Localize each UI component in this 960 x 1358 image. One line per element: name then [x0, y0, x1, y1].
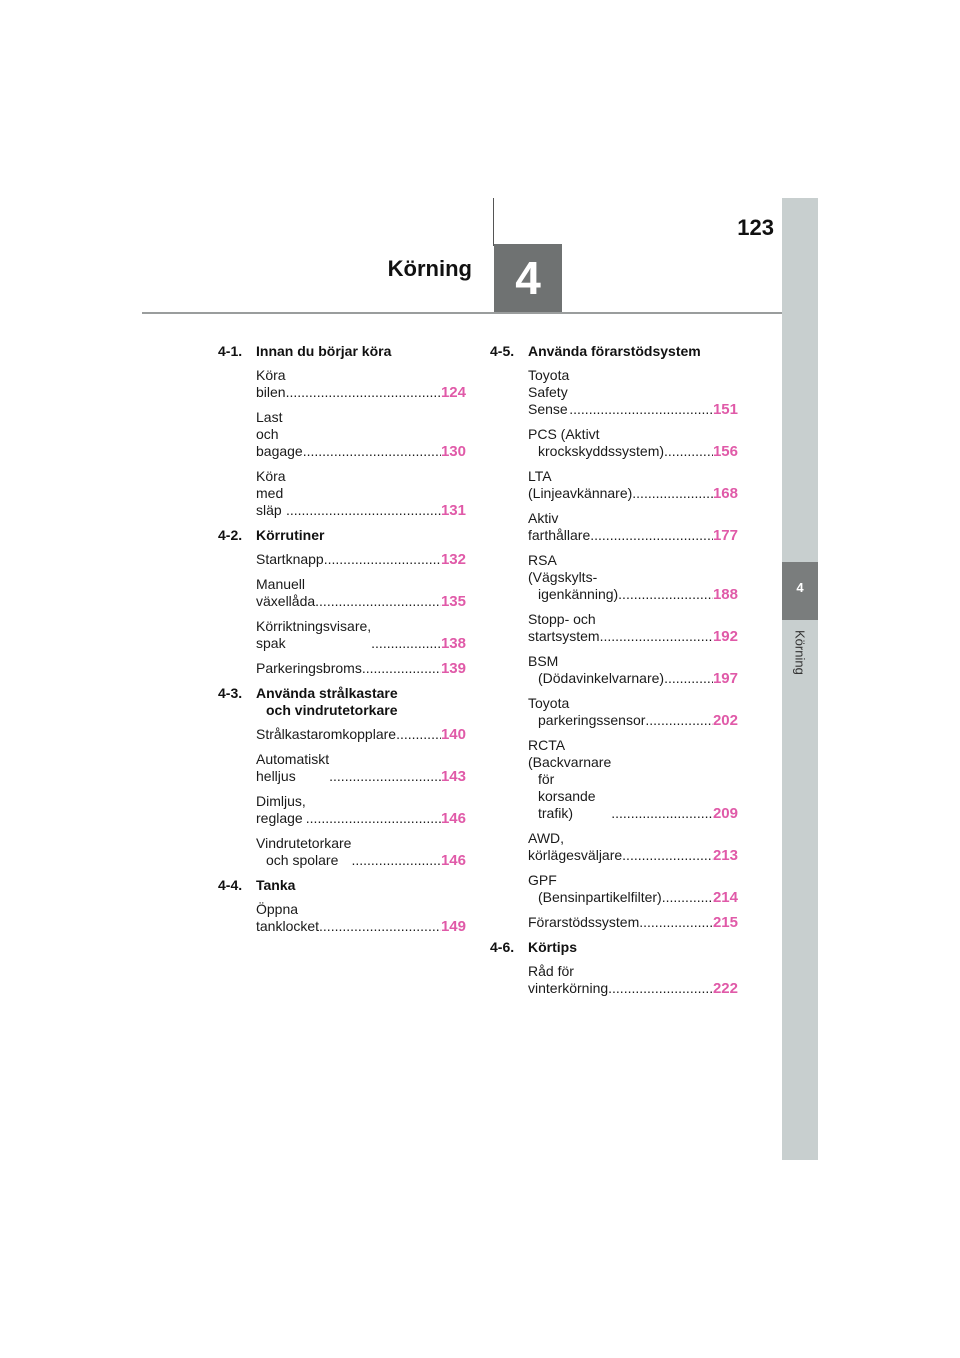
- dot-leader: [329, 768, 441, 785]
- toc-entry-text: Körriktningsvisare, spak: [256, 618, 372, 651]
- page-link[interactable]: 202: [712, 712, 738, 729]
- toc-entry-title: [256, 901, 319, 935]
- dot-leader: [590, 527, 713, 544]
- dot-leader: [618, 586, 713, 603]
- toc-entry-text: Parkeringsbroms: [256, 660, 362, 676]
- section-title: [528, 939, 738, 956]
- toc-entry-text: Toyota Safety Sense: [528, 367, 570, 417]
- dot-leader: [632, 485, 713, 502]
- toc-entry-text: BSM: [528, 653, 559, 669]
- page-link[interactable]: 214: [712, 889, 738, 906]
- page-link[interactable]: 215: [712, 914, 738, 931]
- side-tab-label: Körning: [792, 630, 808, 675]
- dot-leader: [371, 635, 441, 652]
- page-link[interactable]: 146: [440, 852, 466, 869]
- section-title-text: Använda strålkastare: [256, 685, 398, 701]
- page-link[interactable]: 132: [440, 551, 466, 568]
- section-title-text: Använda förarstödsystem: [528, 343, 701, 359]
- section-number: 4-6.: [490, 939, 515, 955]
- toc-entry[interactable]: [256, 551, 466, 568]
- toc-entry[interactable]: [528, 468, 738, 502]
- toc-entry-text: GPF: [528, 872, 557, 888]
- page-link[interactable]: 177: [712, 527, 738, 544]
- dot-leader: [645, 712, 713, 729]
- section-title-text: Innan du börjar köra: [256, 343, 392, 359]
- toc-section-heading: [490, 343, 738, 360]
- page-link[interactable]: 139: [440, 660, 466, 677]
- toc-entry[interactable]: [528, 426, 738, 460]
- section-number: 4-2.: [218, 527, 243, 543]
- chapter-number-box: 4: [494, 244, 562, 312]
- toc-entry-text-continuation: för korsande trafik): [538, 771, 596, 821]
- page-number: 123: [737, 215, 774, 240]
- toc-entry-text: Manuell växellåda: [256, 576, 316, 609]
- toc-entry[interactable]: [256, 367, 466, 401]
- toc-entry-title: [528, 510, 590, 544]
- page-link[interactable]: 130: [440, 443, 466, 460]
- toc-entry-text: Toyota: [528, 695, 570, 711]
- toc-entry-title: [256, 751, 329, 785]
- toc-entry-text: PCS (Aktivt: [528, 426, 600, 442]
- dot-leader: [622, 847, 713, 864]
- toc-entry[interactable]: [256, 660, 466, 677]
- toc-section-heading: [218, 685, 466, 719]
- toc-entry[interactable]: [528, 510, 738, 544]
- toc-entry-text: Aktiv farthållare: [528, 510, 591, 543]
- toc-entry-title: [256, 660, 362, 677]
- page-link[interactable]: 192: [712, 628, 738, 645]
- section-number: 4-1.: [218, 343, 243, 359]
- page-link[interactable]: 124: [440, 384, 466, 401]
- side-tab-chapter-number: 4: [796, 580, 804, 595]
- toc-entry-title: [256, 468, 286, 519]
- header-divider-vertical: [493, 198, 494, 246]
- toc-entry-title: [256, 618, 371, 652]
- toc-entry-text: Last och bagage: [256, 409, 303, 459]
- page-link[interactable]: 143: [440, 768, 466, 785]
- toc-entry[interactable]: [528, 737, 738, 822]
- dot-leader: [664, 443, 713, 460]
- dot-leader: [315, 593, 441, 610]
- toc-entry-title: [256, 726, 396, 743]
- toc-entry-text: Öppna tanklocket: [256, 901, 320, 934]
- toc-entry[interactable]: [256, 468, 466, 519]
- toc-entry-text: RSA (Vägskylts-: [528, 552, 598, 585]
- toc-entry[interactable]: [528, 914, 738, 931]
- toc-entry-title: [528, 611, 600, 645]
- chapter-title: Körning: [387, 256, 472, 281]
- page-link[interactable]: 188: [712, 586, 738, 603]
- toc-section-heading: [218, 343, 466, 360]
- dot-leader: [319, 918, 441, 935]
- dot-leader: [639, 914, 713, 931]
- page-link[interactable]: 156: [712, 443, 738, 460]
- toc-entry[interactable]: [528, 552, 738, 603]
- toc-entry-text: Stopp- och startsystem: [528, 611, 600, 644]
- dot-leader: [569, 401, 713, 418]
- toc-entry-text: Råd för vinterkörning: [528, 963, 609, 996]
- toc-entry-title: [256, 409, 303, 460]
- toc-entry-title: [528, 552, 618, 603]
- toc-entry-title: [528, 963, 608, 997]
- toc-entry[interactable]: [256, 901, 466, 935]
- toc-entry[interactable]: [256, 618, 466, 652]
- toc-entry-text: Strålkastaromkopplare: [256, 726, 397, 742]
- page-link[interactable]: 140: [440, 726, 466, 743]
- toc-entry-text: Automatiskt helljus: [256, 751, 330, 784]
- section-title: [528, 343, 738, 360]
- toc-entry[interactable]: [256, 835, 466, 869]
- toc-entry[interactable]: [528, 611, 738, 645]
- section-title-continuation: och vindrutetorkare: [266, 702, 398, 718]
- dot-leader: [351, 852, 441, 869]
- toc-entry[interactable]: [256, 409, 466, 460]
- section-title-text: Körtips: [528, 939, 577, 955]
- toc-entry[interactable]: [528, 695, 738, 729]
- dot-leader: [608, 980, 713, 997]
- toc-entry-text: RCTA (Backvarnare: [528, 737, 612, 770]
- toc-entry-text-continuation: (Dödavinkelvarnare): [538, 670, 665, 686]
- toc-entry-text: AWD, körlägesväljare: [528, 830, 623, 863]
- page-link[interactable]: 222: [712, 980, 738, 997]
- toc-left-column: [218, 343, 466, 943]
- dot-leader: [362, 660, 441, 677]
- header-rule: [142, 312, 782, 314]
- toc-entry[interactable]: [528, 872, 738, 906]
- toc-entry-text: Dimljus, reglage: [256, 793, 306, 826]
- page-link[interactable]: 209: [712, 805, 738, 822]
- page-link[interactable]: 138: [440, 635, 466, 652]
- section-title-text: Körrutiner: [256, 527, 325, 543]
- toc-entry-title: [256, 367, 286, 401]
- toc-entry[interactable]: [528, 367, 738, 418]
- section-number: 4-5.: [490, 343, 515, 359]
- page-link[interactable]: 131: [440, 502, 466, 519]
- toc-entry-title: [256, 576, 315, 610]
- toc-section-heading: [218, 527, 466, 544]
- toc-entry-text: Vindrutetorkare: [256, 835, 352, 851]
- toc-entry-title: [528, 653, 664, 687]
- toc-section-heading: [490, 939, 738, 956]
- section-number: 4-4.: [218, 877, 243, 893]
- toc-entry-text-continuation: (Bensinpartikelfilter): [538, 889, 662, 905]
- dot-leader: [611, 805, 713, 822]
- toc-entry-title: [528, 914, 639, 931]
- dot-leader: [396, 726, 441, 743]
- toc-entry-title: [528, 367, 569, 418]
- toc-entry-title: [528, 695, 645, 729]
- toc-entry-title: [528, 426, 664, 460]
- toc-entry[interactable]: [256, 726, 466, 743]
- toc-entry-title: [528, 830, 622, 864]
- dot-leader: [324, 551, 441, 568]
- page-link[interactable]: 168: [712, 485, 738, 502]
- dot-leader: [286, 502, 441, 519]
- toc-entry-text-continuation: och spolare: [266, 852, 339, 868]
- toc-entry-text: Köra med släp: [256, 468, 286, 518]
- page-link[interactable]: 146: [440, 810, 466, 827]
- dot-leader: [662, 889, 713, 906]
- section-title: [256, 527, 466, 544]
- toc-entry[interactable]: [528, 963, 738, 997]
- toc-section-heading: [218, 877, 466, 894]
- toc-entry-text-continuation: igenkänning): [538, 586, 619, 602]
- toc-entry-title: [256, 551, 324, 568]
- toc-entry[interactable]: [256, 576, 466, 610]
- page-link[interactable]: 197: [712, 670, 738, 687]
- toc-entry-text: Förarstödssystem: [528, 914, 640, 930]
- toc-entry-text: Startknapp: [256, 551, 324, 567]
- section-title: [256, 685, 466, 719]
- toc-entry-title: [528, 872, 662, 906]
- page-link[interactable]: 149: [440, 918, 466, 935]
- toc-right-column: [490, 343, 738, 1005]
- toc-entry[interactable]: [528, 830, 738, 864]
- page-link[interactable]: 135: [440, 593, 466, 610]
- section-title: [256, 343, 466, 360]
- toc-entry-title: [528, 737, 611, 822]
- toc-entry[interactable]: [256, 793, 466, 827]
- toc-entry[interactable]: [528, 653, 738, 687]
- dot-leader: [664, 670, 713, 687]
- section-number: 4-3.: [218, 685, 243, 701]
- toc-entry-text-continuation: krockskyddssystem): [538, 443, 665, 459]
- dot-leader: [306, 810, 441, 827]
- toc-entry-text: LTA (Linjeavkännare): [528, 468, 633, 501]
- dot-leader: [286, 384, 441, 401]
- toc-entry-title: [528, 468, 632, 502]
- page-link[interactable]: 213: [712, 847, 738, 864]
- dot-leader: [600, 628, 713, 645]
- toc-entry-title: [256, 793, 306, 827]
- toc-entry[interactable]: [256, 751, 466, 785]
- section-title: [256, 877, 466, 894]
- toc-entry-text-continuation: parkeringssensor: [538, 712, 646, 728]
- toc-entry-title: [256, 835, 351, 869]
- section-title-text: Tanka: [256, 877, 296, 893]
- toc-entry-text: Köra bilen: [256, 367, 286, 400]
- page-link[interactable]: 151: [712, 401, 738, 418]
- dot-leader: [303, 443, 441, 460]
